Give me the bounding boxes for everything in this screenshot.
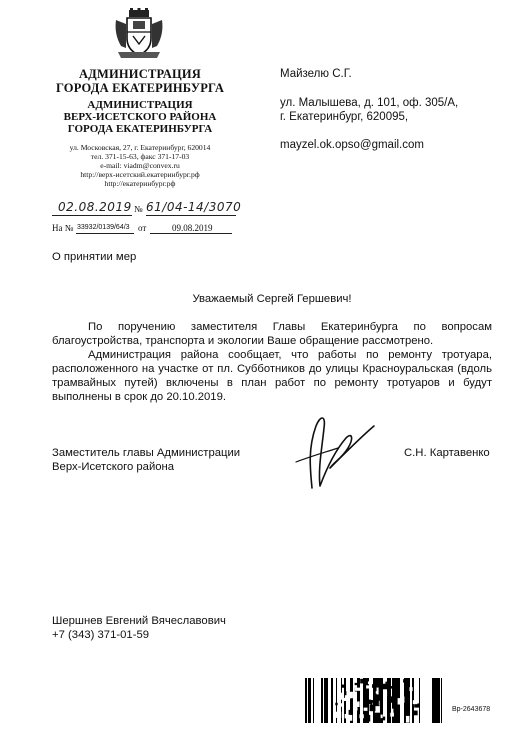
outgoing-date: 02.08.2019 (58, 200, 132, 214)
recipient-address-line2: г. Екатеринбург, 620095, (280, 111, 409, 123)
date-underline (52, 215, 132, 216)
ref-number-underline (76, 233, 134, 234)
salutation: Уважаемый Сергей Гершевич! (192, 293, 352, 305)
org-phone: тел. 371-15-63, факс 371-17-03 (90, 152, 190, 161)
org-name-line2: ГОРОДА ЕКАТЕРИНБУРГА (55, 81, 225, 95)
barcode-icon (305, 678, 443, 723)
number-symbol: № (134, 204, 143, 214)
recipient-name: Майзелю С.Г. (280, 68, 352, 80)
document-code: Вр-2643678 (452, 706, 491, 713)
dept-name-line3: ГОРОДА ЕКАТЕРИНБУРГА (67, 123, 213, 135)
recipient-address-line1: ул. Малышева, д. 101, оф. 305/А, (280, 97, 459, 109)
executor-name: Шершнев Евгений Вячеславович (52, 615, 226, 627)
letter-subject: О принятии мер (52, 251, 137, 263)
coat-of-arms-icon (112, 8, 166, 62)
outgoing-number: 61/04-14/3070 (146, 200, 242, 214)
signer-position-line1: Заместитель главы Администрации (52, 447, 241, 459)
reference-date: 09.08.2019 (172, 223, 213, 233)
body-paragraph-1: По поручению заместителя Главы Екатеринбурга по вопросам благоустройства, транспорта и экологии Ваше обращение рассмотрено. (52, 321, 492, 347)
reference-from: от (138, 223, 147, 233)
org-email: e-mail: viadm@convex.ru (100, 161, 180, 170)
letter-body (52, 320, 492, 404)
dept-name-line2: ВЕРХ-ИСЕТСКОГО РАЙОНА (63, 111, 217, 123)
reference-prefix: На № (52, 223, 74, 233)
body-paragraph-2: Администрация района сообщает, что работы по ремонту тротуара, расположенного на участке от пл. Субботников до улицы Красноуральская (вдоль трамвайных путей) включены в план работ по ремонту тротуаров и будут выполнены в срок до 20.10.2019. (52, 349, 492, 403)
number-underline (146, 215, 236, 216)
ref-date-underline (150, 233, 232, 234)
dept-name-line1: АДМИНИСТРАЦИЯ (87, 99, 193, 111)
org-name-line1: АДМИНИСТРАЦИЯ (78, 67, 202, 81)
recipient-email: mayzel.ok.opso@gmail.com (280, 139, 424, 151)
reference-number: 33932/0139/64/3 (77, 224, 130, 231)
org-website-1: http://верх-исетский.екатеринбург.рф (80, 170, 200, 179)
org-address: ул. Московская, 27, г. Екатеринбург, 620014 (69, 143, 211, 152)
handwritten-signature-icon (282, 408, 382, 493)
signer-name: С.Н. Картавенко (404, 447, 490, 459)
org-website-2: http://екатеринбург.рф (104, 179, 176, 188)
signer-position-line2: Верх-Исетского района (52, 461, 175, 473)
executor-phone: +7 (343) 371-01-59 (52, 629, 150, 641)
